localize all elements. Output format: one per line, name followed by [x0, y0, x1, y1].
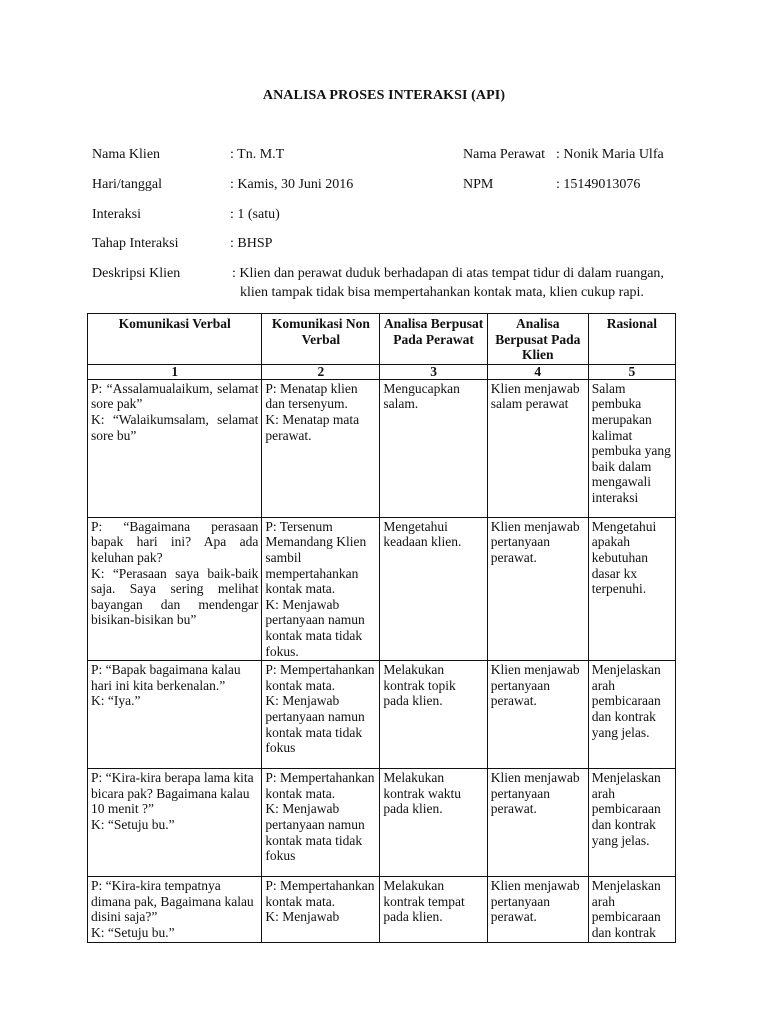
- table-number-row: [88, 364, 676, 379]
- table-row: [88, 769, 676, 877]
- header-komunikasi-non-verbal: Komunikasi Non Verbal: [262, 314, 380, 365]
- column-number: 4: [487, 364, 588, 379]
- cell-nonverbal: P: Menatap klien dan tersenyum. K: Menatap mata perawat.: [262, 379, 380, 517]
- cell-analisa-klien: Klien menjawab pertanyaan perawat.: [487, 877, 588, 942]
- column-number: 2: [262, 364, 380, 379]
- cell-rasional: Menjelaskan arah pembicaraan dan kontrak yang jelas.: [588, 661, 675, 769]
- table-row: [88, 517, 676, 660]
- deskripsi-line-1: : Klien dan perawat duduk berhadapan di atas tempat tidur di dalam ruangan,: [232, 266, 664, 281]
- header-komunikasi-verbal: Komunikasi Verbal: [88, 314, 262, 365]
- header-analisa-perawat: Analisa Berpusat Pada Perawat: [380, 314, 487, 365]
- hari-label: Hari/tanggal: [92, 177, 162, 192]
- cell-nonverbal: P: Mempertahankan kontak mata. K: Menjawab pertanyaan namun kontak mata tidak fokus: [262, 661, 380, 769]
- cell-analisa-perawat: Mengetahui keadaan klien.: [380, 517, 487, 660]
- cell-analisa-klien: Klien menjawab salam perawat: [487, 379, 588, 517]
- cell-rasional: Menjelaskan arah pembicaraan dan kontrak: [588, 877, 675, 942]
- cell-nonverbal: P: Tersenum Memandang Klien sambil mempertahankan kontak mata. K: Menjawab pertanyaan namun kontak mata tidak fokus.: [262, 517, 380, 660]
- cell-verbal: P: “Bapak bagaimana kalau hari ini kita berkenalan.” K: “Iya.”: [88, 661, 262, 769]
- cell-verbal: P: “Kira-kira berapa lama kita bicara pak? Bagaimana kalau 10 menit ?” K: “Setuju bu.”: [88, 769, 262, 877]
- table-row: [88, 379, 676, 517]
- hari-value: : Kamis, 30 Juni 2016: [230, 177, 354, 192]
- document-title: ANALISA PROSES INTERAKSI (API): [262, 88, 506, 103]
- cell-analisa-klien: Klien menjawab pertanyaan perawat.: [487, 661, 588, 769]
- cell-rasional: Menjelaskan arah pembicaraan dan kontrak yang jelas.: [588, 769, 675, 877]
- cell-analisa-perawat: Melakukan kontrak tempat pada klien.: [380, 877, 487, 942]
- cell-analisa-perawat: Mengucapkan salam.: [380, 379, 487, 517]
- cell-rasional: Salam pembuka merupakan kalimat pembuka yang baik dalam mengawali interaksi: [588, 379, 675, 517]
- cell-analisa-klien: Klien menjawab pertanyaan perawat.: [487, 517, 588, 660]
- interaksi-label: Interaksi: [92, 207, 141, 222]
- cell-nonverbal: P: Mempertahankan kontak mata. K: Menjawab: [262, 877, 380, 942]
- header-analisa-klien: Analisa Berpusat Pada Klien: [487, 314, 588, 365]
- tahap-label: Tahap Interaksi: [92, 236, 179, 251]
- table-row: [88, 661, 676, 769]
- nama-perawat-label: Nama Perawat: [463, 147, 546, 162]
- column-number: 5: [588, 364, 675, 379]
- api-table: [87, 313, 676, 943]
- cell-verbal: P: “Bagaimana perasaan bapak hari ini? Apa ada keluhan pak? K: “Perasaan saya baik-baik saja. Saya sering melihat bayangan dan mendengar bisikan-bisikan bu”: [88, 517, 262, 660]
- cell-nonverbal: P: Mempertahankan kontak mata. K: Menjawab pertanyaan namun kontak mata tidak fokus: [262, 769, 380, 877]
- cell-analisa-klien: Klien menjawab pertanyaan perawat.: [487, 769, 588, 877]
- cell-analisa-perawat: Melakukan kontrak topik pada klien.: [380, 661, 487, 769]
- column-number: 3: [380, 364, 487, 379]
- header-rasional: Rasional: [588, 314, 675, 365]
- deskripsi-label: Deskripsi Klien: [92, 266, 181, 281]
- cell-verbal: P: “Kira-kira tempatnya dimana pak, Bagaimana kalau disini saja?” K: “Setuju bu.”: [88, 877, 262, 942]
- npm-label: NPM: [463, 177, 494, 192]
- column-number: 1: [88, 364, 262, 379]
- table-row: [88, 877, 676, 942]
- deskripsi-line-2: klien tampak tidak bisa mempertahankan kontak mata, klien cukup rapi.: [240, 285, 644, 300]
- tahap-value: : BHSP: [230, 236, 273, 251]
- cell-analisa-perawat: Melakukan kontrak waktu pada klien.: [380, 769, 487, 877]
- cell-rasional: Mengetahui apakah kebutuhan dasar kx terpenuhi.: [588, 517, 675, 660]
- table-header-row: [88, 314, 676, 365]
- nama-klien-label: Nama Klien: [92, 147, 161, 162]
- npm-value: : 15149013076: [556, 177, 641, 192]
- nama-klien-value: : Tn. M.T: [230, 147, 285, 162]
- nama-perawat-value: : Nonik Maria Ulfa: [556, 147, 664, 162]
- cell-verbal: P: “Assalamualaikum, selamat sore pak” K: “Walaikumsalam, selamat sore bu”: [88, 379, 262, 517]
- interaksi-value: : 1 (satu): [230, 207, 280, 222]
